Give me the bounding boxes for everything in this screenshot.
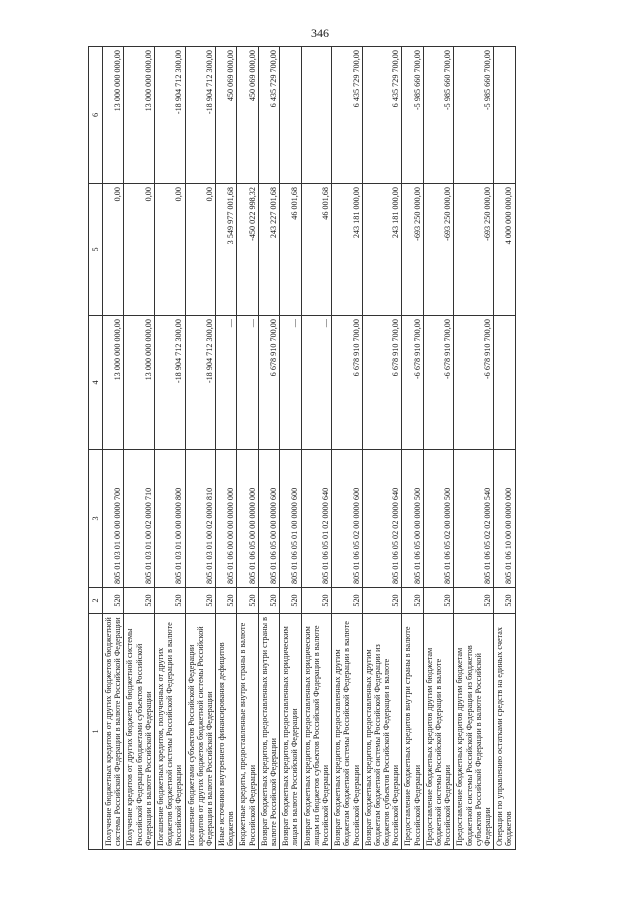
- row-col-6: -5 985 660 700,00: [423, 47, 454, 184]
- header-col-1: 1: [89, 614, 103, 850]
- row-name: Возврат бюджетных кредитов, предоставленных юридическим лицам из бюджетов субъектов Российской Федерации в валюте Российской Федерации: [301, 614, 332, 850]
- row-admin-code: 520: [423, 588, 454, 614]
- table-row: [494, 47, 515, 850]
- row-admin-code: 520: [280, 588, 301, 614]
- row-col-6: -5 985 660 700,00: [402, 47, 423, 184]
- row-kbk-code: 805 01 06 05 01 00 0000 600: [280, 450, 301, 588]
- row-name: Предоставление бюджетных кредитов внутри страны в валюте Российской Федерации: [402, 614, 423, 850]
- row-kbk-code: 805 01 03 01 00 00 0000 800: [154, 450, 185, 588]
- row-col-6: -18 904 712 300,00: [154, 47, 185, 184]
- row-col-5: -450 022 998,32: [237, 184, 258, 316]
- row-col-4: 13 000 000 000,00: [103, 316, 124, 450]
- row-admin-code: 520: [332, 588, 363, 614]
- table-row: [402, 47, 423, 850]
- row-col-6: 450 069 000,00: [216, 47, 237, 184]
- row-col-6: [494, 47, 515, 184]
- row-col-6: 6 435 729 700,00: [258, 47, 279, 184]
- row-col-4: —: [216, 316, 237, 450]
- row-admin-code: 520: [185, 588, 216, 614]
- row-col-5: 46 001,68: [301, 184, 332, 316]
- row-col-6: 6 435 729 700,00: [332, 47, 363, 184]
- row-col-5: 243 181 000,00: [362, 184, 402, 316]
- table-row: [216, 47, 237, 850]
- row-col-4: 13 000 000 000,00: [124, 316, 155, 450]
- budget-sources-table: [88, 46, 516, 850]
- row-col-4: -6 678 910 700,00: [402, 316, 423, 450]
- row-kbk-code: 805 01 06 05 00 00 0000 000: [237, 450, 258, 588]
- row-admin-code: 520: [494, 588, 515, 614]
- row-kbk-code: 805 01 06 05 00 00 0000 500: [402, 450, 423, 588]
- row-col-5: 46 001,68: [280, 184, 301, 316]
- row-admin-code: 520: [258, 588, 279, 614]
- row-name: Предоставление бюджетных кредитов другим бюджетам бюджетной системы Российской Федерации из бюджетов субъектов Российской Федерации в валюте Российской Федерации: [454, 614, 494, 850]
- table-row: [258, 47, 279, 850]
- row-col-4: -6 678 910 700,00: [423, 316, 454, 450]
- row-name: Иные источники внутреннего финансирования дефицитов бюджетов: [216, 614, 237, 850]
- row-name: Возврат бюджетных кредитов, предоставленных юридическим лицам в валюте Российской Федерации: [280, 614, 301, 850]
- table-row: [301, 47, 332, 850]
- row-col-5: 243 181 000,00: [332, 184, 363, 316]
- row-admin-code: 520: [103, 588, 124, 614]
- row-name: Предоставление бюджетных кредитов другим бюджетам бюджетной системы Российской Федерации в валюте Российской Федерации: [423, 614, 454, 850]
- row-admin-code: 520: [362, 588, 402, 614]
- row-col-5: 0,00: [124, 184, 155, 316]
- row-kbk-code: 805 01 06 05 02 00 0000 600: [332, 450, 363, 588]
- header-col-5: 5: [89, 184, 103, 316]
- row-col-5: 0,00: [154, 184, 185, 316]
- row-kbk-code: 805 01 03 01 00 02 0000 810: [185, 450, 216, 588]
- row-name: Возврат бюджетных кредитов, предоставленных внутри страны в валюте Российской Федерации: [258, 614, 279, 850]
- row-name: Получение кредитов от других бюджетов бюджетной системы Российской Федерации бюджетами субъектов Российской Федерации в валюте Российской Федерации: [124, 614, 155, 850]
- row-col-4: -6 678 910 700,00: [454, 316, 494, 450]
- row-admin-code: 520: [454, 588, 494, 614]
- row-col-6: 450 069 000,00: [237, 47, 258, 184]
- row-kbk-code: 805 01 06 05 02 00 0000 500: [423, 450, 454, 588]
- row-col-4: —: [280, 316, 301, 450]
- row-col-4: [494, 316, 515, 450]
- rotated-table-area: [88, 47, 629, 850]
- row-col-4: —: [237, 316, 258, 450]
- table-row: [423, 47, 454, 850]
- row-admin-code: 520: [301, 588, 332, 614]
- table-row: [103, 47, 124, 850]
- row-name: Возврат бюджетных кредитов, предоставленных другим бюджетам бюджетной системы Российской Федерации из бюджетов субъектов Российской Федерации в валюте Российской Федерации: [362, 614, 402, 850]
- row-col-4: —: [301, 316, 332, 450]
- row-admin-code: 520: [124, 588, 155, 614]
- row-col-5: 243 227 001,68: [258, 184, 279, 316]
- row-admin-code: 520: [154, 588, 185, 614]
- row-name: Погашение бюджетами субъектов Российской Федерации кредитов от других бюджетов бюджетной системы Российской Федерации в валюте Российской Федерации: [185, 614, 216, 850]
- row-admin-code: 520: [237, 588, 258, 614]
- row-col-5: 4 000 000 000,00: [494, 184, 515, 316]
- row-kbk-code: 805 01 03 01 00 00 0000 700: [103, 450, 124, 588]
- table-row: [280, 47, 301, 850]
- row-name: Погашение бюджетных кредитов, полученных от других бюджетов бюджетной системы Российской Федерации в валюте Российской Федерации: [154, 614, 185, 850]
- row-col-4: 6 678 910 700,00: [362, 316, 402, 450]
- row-col-5: -693 250 000,00: [402, 184, 423, 316]
- table-row: [185, 47, 216, 850]
- row-col-6: -5 985 660 700,00: [454, 47, 494, 184]
- rotated-table-inner: [88, 47, 629, 850]
- row-col-5: -693 250 000,00: [454, 184, 494, 316]
- row-col-4: 6 678 910 700,00: [258, 316, 279, 450]
- table-row: [237, 47, 258, 850]
- row-name: Получение бюджетных кредитов от других бюджетов бюджетной системы Российской Федерации в валюте Российской Федерации: [103, 614, 124, 850]
- row-kbk-code: 805 01 06 10 00 00 0000 000: [494, 450, 515, 588]
- row-kbk-code: 805 01 06 05 01 02 0000 640: [301, 450, 332, 588]
- row-col-6: [280, 47, 301, 184]
- row-col-6: 6 435 729 700,00: [362, 47, 402, 184]
- row-kbk-code: 805 01 06 05 02 02 0000 540: [454, 450, 494, 588]
- table-row: [154, 47, 185, 850]
- row-col-4: 6 678 910 700,00: [332, 316, 363, 450]
- row-col-5: 3 549 977 001,68: [216, 184, 237, 316]
- row-name: Бюджетные кредиты, предоставленные внутри страны в валюте Российской Федерации: [237, 614, 258, 850]
- row-col-6: [301, 47, 332, 184]
- row-admin-code: 520: [216, 588, 237, 614]
- row-kbk-code: 805 01 06 05 02 02 0000 640: [362, 450, 402, 588]
- row-admin-code: 520: [402, 588, 423, 614]
- row-col-5: 0,00: [103, 184, 124, 316]
- row-col-4: -18 904 712 300,00: [154, 316, 185, 450]
- row-kbk-code: 805 01 06 00 00 00 0000 000: [216, 450, 237, 588]
- header-col-4: 4: [89, 316, 103, 450]
- table-row: [362, 47, 402, 850]
- table-row: [332, 47, 363, 850]
- row-col-6: 13 000 000 000,00: [103, 47, 124, 184]
- row-kbk-code: 805 01 03 01 00 02 0000 710: [124, 450, 155, 588]
- row-col-6: -18 904 712 300,00: [185, 47, 216, 184]
- table-row: [454, 47, 494, 850]
- row-name: Операции по управлению остатками средств на единых счетах бюджетов: [494, 614, 515, 850]
- row-name: Возврат бюджетных кредитов, предоставленных другим бюджетам бюджетной системы Российской Федерации в валюте Российской Федерации: [332, 614, 363, 850]
- header-col-2: 2: [89, 588, 103, 614]
- header-col-6: 6: [89, 47, 103, 184]
- header-col-3: 3: [89, 450, 103, 588]
- row-kbk-code: 805 01 06 05 00 00 0000 600: [258, 450, 279, 588]
- table-row: [124, 47, 155, 850]
- row-col-4: -18 904 712 300,00: [185, 316, 216, 450]
- row-col-5: 0,00: [185, 184, 216, 316]
- row-col-6: 13 000 000 000,00: [124, 47, 155, 184]
- page-number: 346: [311, 26, 329, 40]
- table-header-row: [89, 47, 103, 850]
- row-col-5: -693 250 000,00: [423, 184, 454, 316]
